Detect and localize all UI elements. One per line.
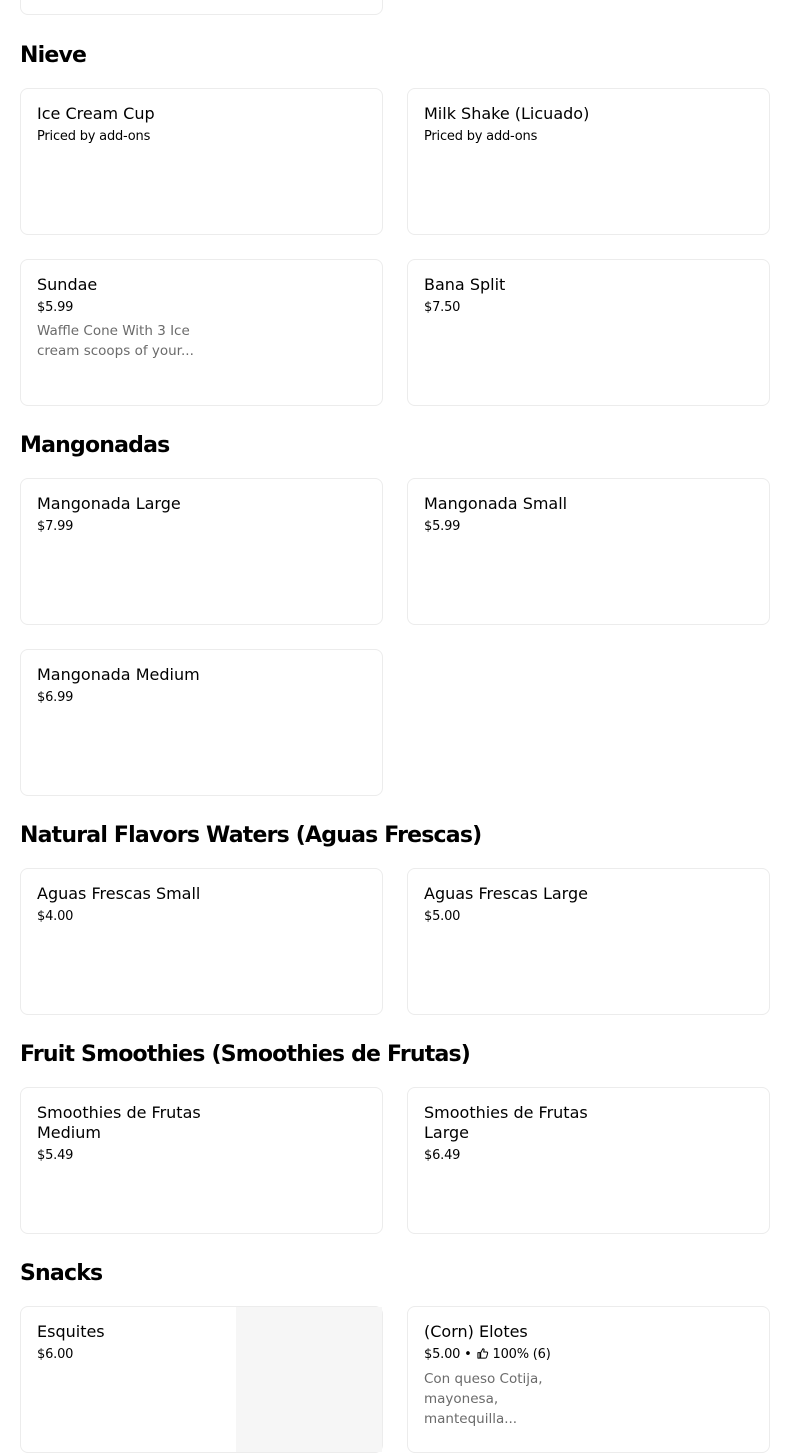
thumbs-up-icon: [477, 1347, 488, 1365]
item-price: $7.99: [37, 519, 74, 534]
menu-item-aguas-frescas-small[interactable]: [20, 868, 383, 1015]
item-name: Sundae: [37, 275, 98, 294]
section-title-fruit-smoothies: Fruit Smoothies (Smoothies de Frutas): [20, 1042, 471, 1067]
item-name: Milk Shake (Licuado): [424, 104, 590, 123]
item-price: $5.00: [424, 1347, 461, 1362]
section-title-nieve: Nieve: [20, 43, 87, 68]
menu-item-bana-split[interactable]: [407, 259, 770, 406]
item-name: Mangonada Medium: [37, 665, 200, 684]
item-price: $6.49: [424, 1148, 461, 1163]
item-price: $5.99: [424, 519, 461, 534]
menu-item-aguas-frescas-large[interactable]: [407, 868, 770, 1015]
item-price: $5.00: [424, 909, 461, 924]
menu-item-smoothies-large[interactable]: [407, 1087, 770, 1234]
item-price-rating-row: [424, 1346, 724, 1365]
section-title-mangonadas: Mangonadas: [20, 433, 170, 458]
item-description: Waffle Cone With 3 Ice cream scoops of your...: [37, 323, 194, 359]
item-name: Bana Split: [424, 275, 506, 294]
menu-item-milk-shake[interactable]: [407, 88, 770, 235]
item-name: Smoothies de Frutas Large: [424, 1103, 588, 1142]
menu-item-sundae[interactable]: [20, 259, 383, 406]
menu-item-card-partial[interactable]: [20, 0, 383, 15]
menu-item-mangonada-small[interactable]: [407, 478, 770, 625]
item-image-placeholder: [236, 1307, 382, 1452]
item-price: $6.00: [37, 1347, 74, 1362]
item-price: $5.99: [37, 300, 74, 315]
item-price: Priced by add-ons: [424, 129, 538, 144]
section-title-snacks: Snacks: [20, 1261, 103, 1286]
item-price: Priced by add-ons: [37, 129, 151, 144]
item-name: Ice Cream Cup: [37, 104, 155, 123]
menu-item-mangonada-large[interactable]: [20, 478, 383, 625]
menu-item-corn-elotes[interactable]: [407, 1306, 770, 1453]
item-name: Aguas Frescas Small: [37, 884, 201, 903]
menu-item-esquites[interactable]: [20, 1306, 383, 1453]
section-title-aguas-frescas: Natural Flavors Waters (Aguas Frescas): [20, 823, 482, 848]
item-price: $4.00: [37, 909, 74, 924]
item-name: Mangonada Small: [424, 494, 568, 513]
menu-item-smoothies-medium[interactable]: [20, 1087, 383, 1234]
item-name: Esquites: [37, 1322, 105, 1341]
item-name: Aguas Frescas Large: [424, 884, 588, 903]
item-name: (Corn) Elotes: [424, 1322, 528, 1341]
item-name: Mangonada Large: [37, 494, 181, 513]
menu-item-mangonada-medium[interactable]: [20, 649, 383, 796]
item-name: Smoothies de Frutas Medium: [37, 1103, 201, 1142]
item-price: $6.99: [37, 690, 74, 705]
item-price: $7.50: [424, 300, 461, 315]
menu-item-ice-cream-cup[interactable]: [20, 88, 383, 235]
price-separator: •: [464, 1347, 472, 1362]
item-rating: 100% (6): [492, 1347, 551, 1362]
item-price: $5.49: [37, 1148, 74, 1163]
item-description: Con queso Cotija, mayonesa, mantequilla...: [424, 1371, 543, 1427]
